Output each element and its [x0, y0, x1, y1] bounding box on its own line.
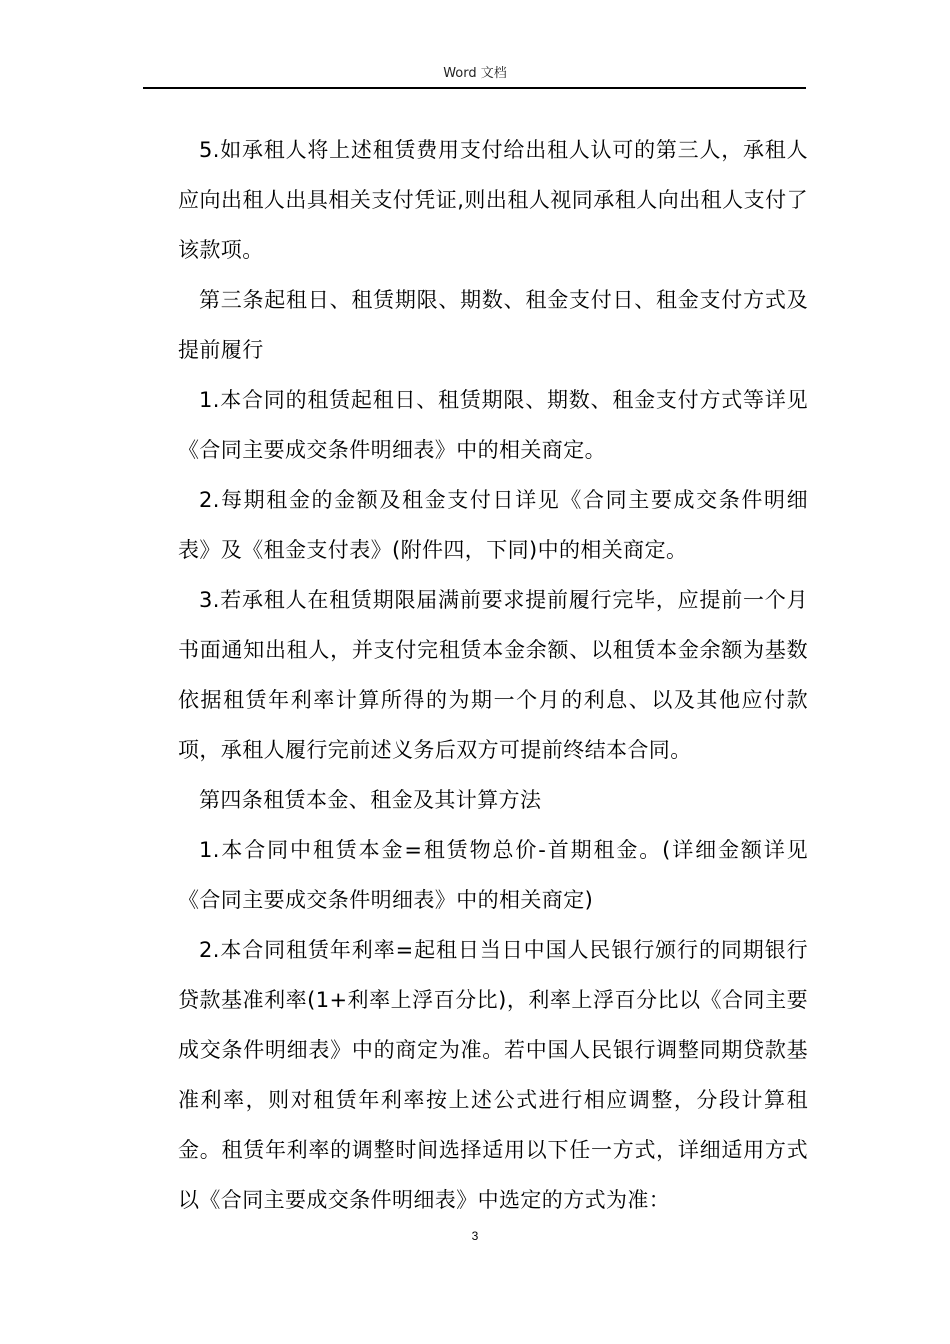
paragraph-article-3-heading: 第三条起租日、租赁期限、期数、租金支付日、租金支付方式及提前履行	[178, 288, 808, 362]
paragraph-article-4-heading: 第四条租赁本金、租金及其计算方法	[199, 788, 542, 812]
paragraph-article-3-item-3: 3.若承租人在租赁期限届满前要求提前履行完毕，应提前一个月书面通知出租人，并支付完租赁本金余额、以租赁本金余额为基数依据租赁年利率计算所得的为期一个月的利息、以及其他应付款项，承租人履行完前述义务后双方可提前终结本合同。	[178, 588, 808, 762]
paragraph-article-3-item-2: 2.每期租金的金额及租金支付日详见《合同主要成交条件明细表》及《租金支付表》(附件四，下同)中的相关商定。	[178, 488, 808, 562]
page-number: 3	[471, 1229, 479, 1243]
paragraph-article-3-item-1: 1.本合同的租赁起租日、租赁期限、期数、租金支付方式等详见《合同主要成交条件明细表》中的相关商定。	[178, 388, 808, 462]
page-header: Word 文档	[443, 66, 507, 81]
paragraph-payment-third-party: 5.如承租人将上述租赁费用支付给出租人认可的第三人，承租人应向出租人出具相关支付凭证,则出租人视同承租人向出租人支付了该款项。	[178, 138, 808, 262]
paragraph-article-4-item-1: 1.本合同中租赁本金=租赁物总价-首期租金。(详细金额详见《合同主要成交条件明细表》中的相关商定)	[178, 838, 808, 912]
document-body	[178, 125, 808, 1225]
paragraph-article-4-item-2: 2.本合同租赁年利率=起租日当日中国人民银行颁行的同期银行贷款基准利率(1+利率上浮百分比)，利率上浮百分比以《合同主要成交条件明细表》中的商定为准。若中国人民银行调整同期贷款基准利率，则对租赁年利率按上述公式进行相应调整，分段计算租金。租赁年利率的调整时间选择适用以下任一方式，详细适用方式以《合同主要成交条件明细表》中选定的方式为准：	[178, 938, 808, 1212]
header-divider	[143, 87, 806, 89]
